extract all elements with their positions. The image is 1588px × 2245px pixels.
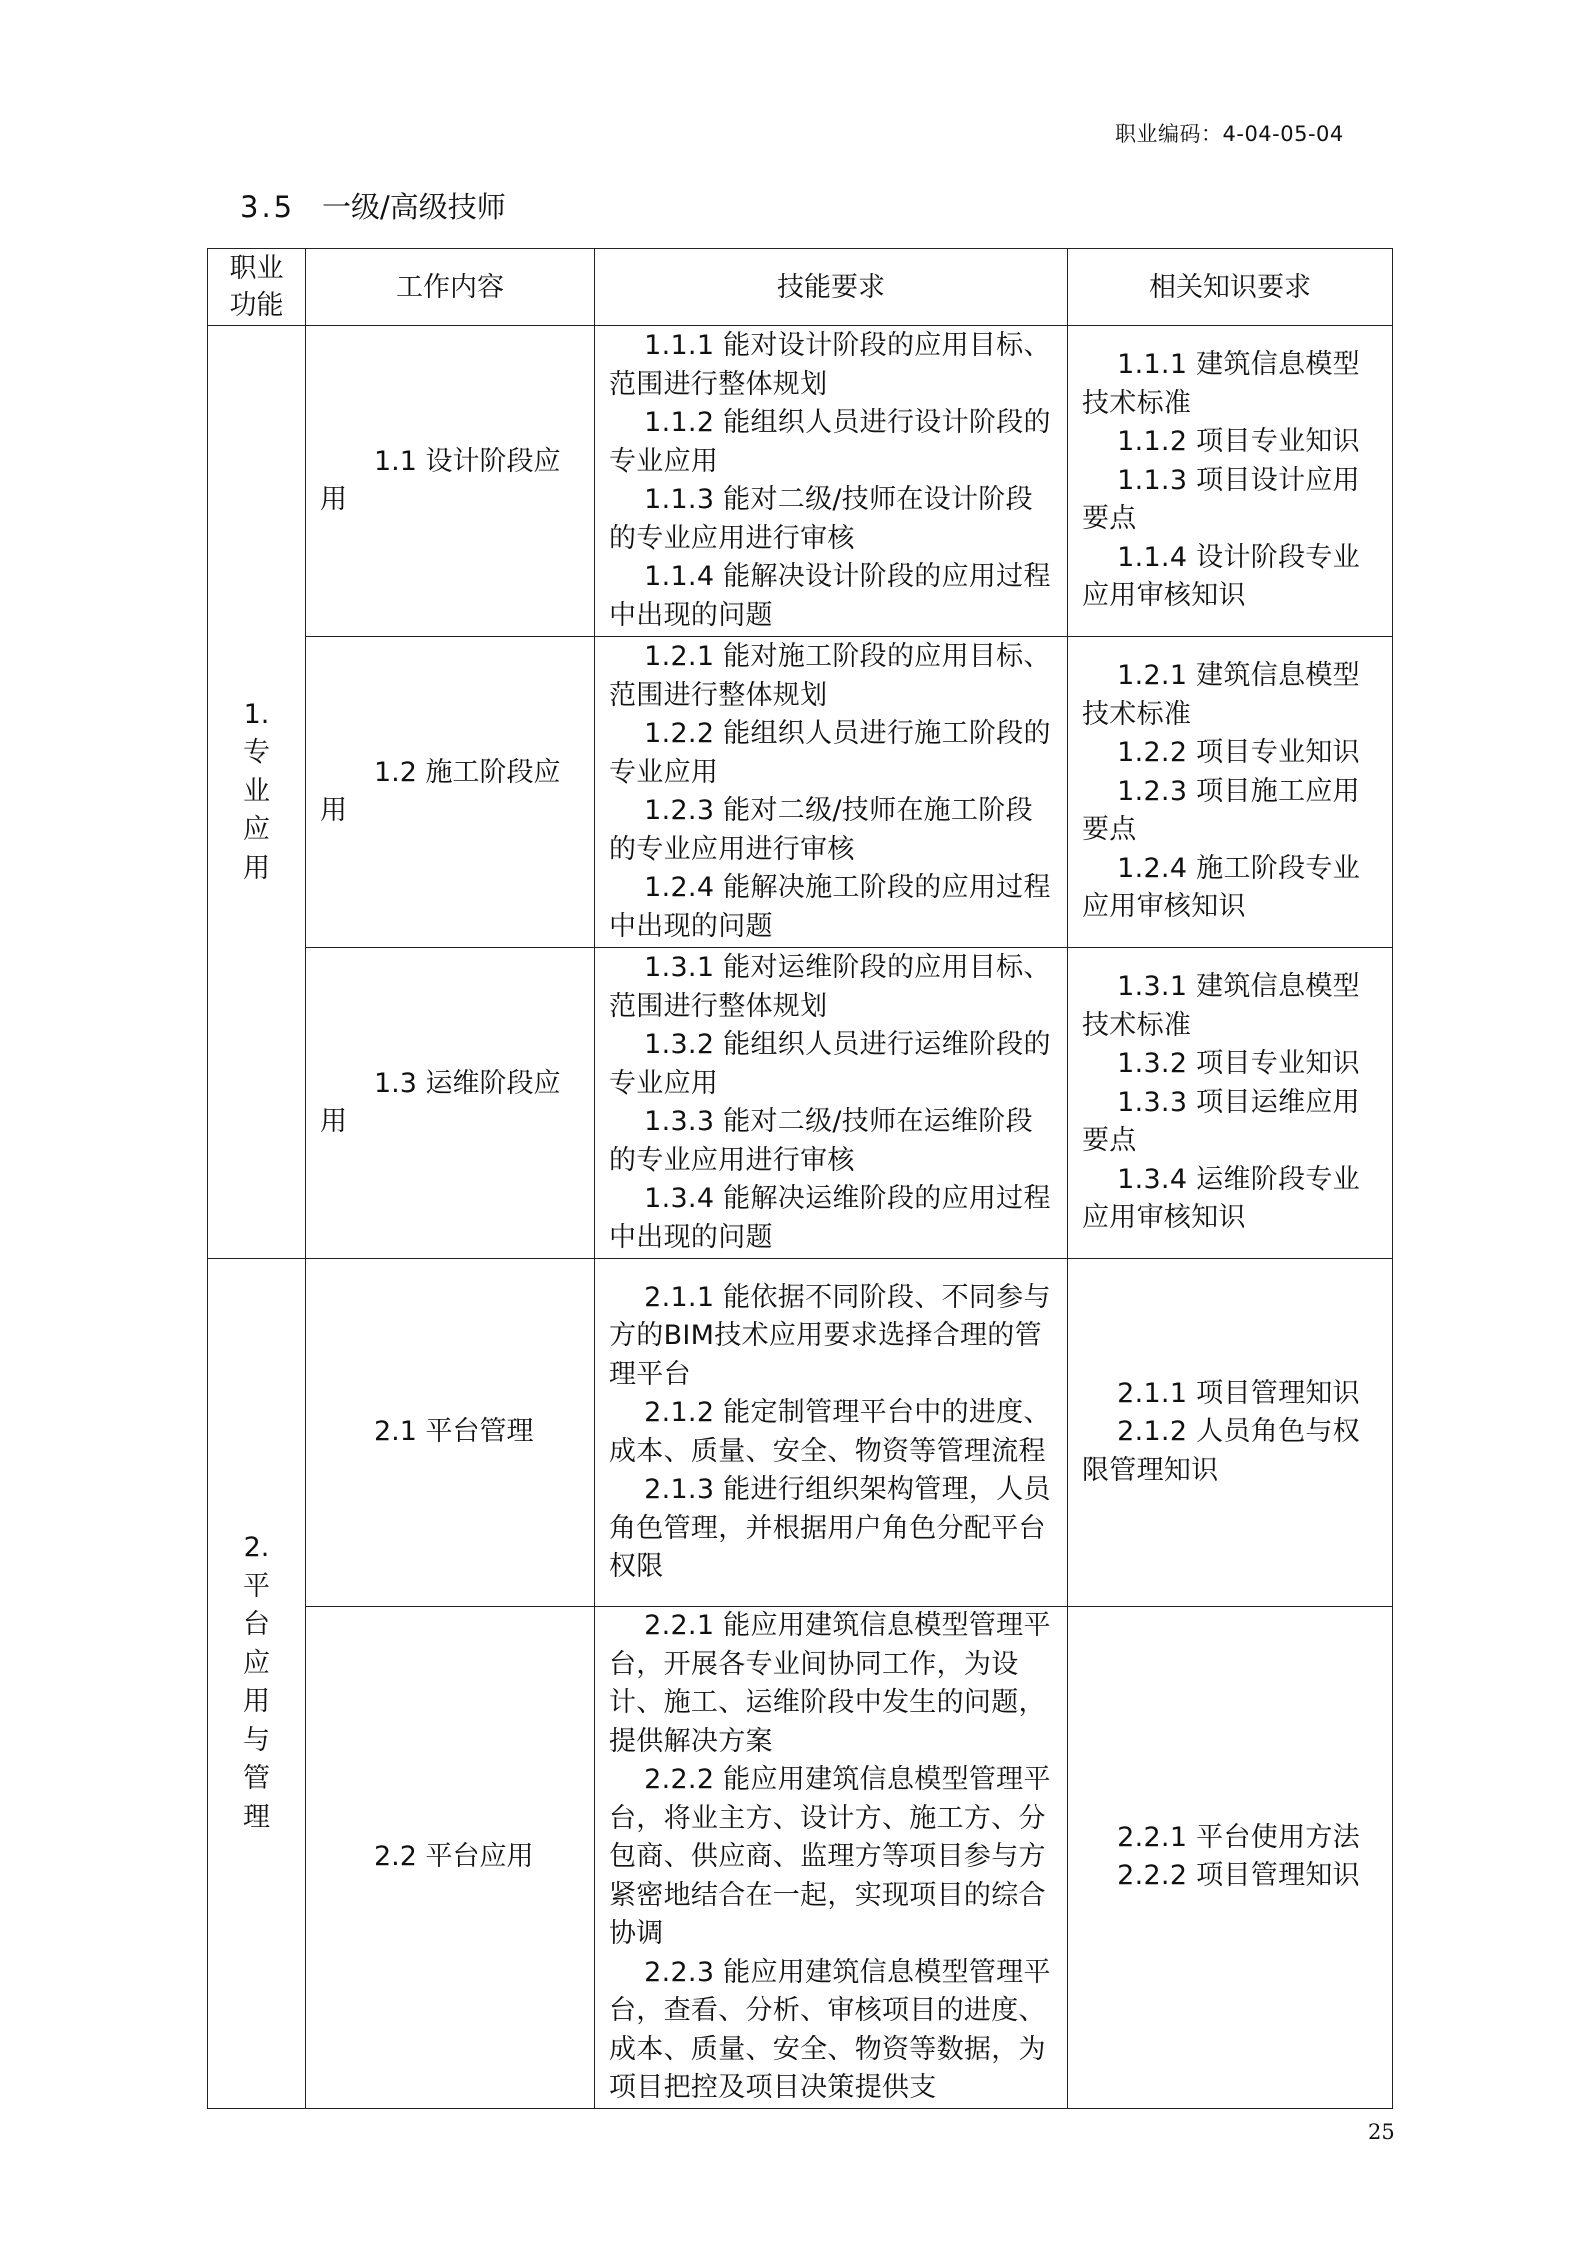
knowledge-item: 2.1.2 人员角色与权限管理知识 [1082, 1416, 1360, 1486]
function-char: 台 [243, 1609, 270, 1641]
work-cell [306, 1607, 595, 2109]
work-text: 2.1 平台管理 [374, 1416, 534, 1448]
occupation-code: 职业编码：4-04-05-04 [1115, 122, 1344, 146]
page-number: 25 [1368, 2120, 1395, 2144]
table-row [208, 1607, 1393, 2109]
function-char: 2. [243, 1532, 270, 1564]
knowledge-cell [1068, 637, 1393, 948]
knowledge-item: 1.1.2 项目专业知识 [1117, 426, 1360, 458]
function-cell-2 [208, 1259, 306, 2109]
table-row [208, 1259, 1393, 1607]
header-function-line1: 职业 [229, 253, 284, 284]
knowledge-item: 1.3.2 项目专业知识 [1117, 1048, 1360, 1080]
work-cell [306, 948, 595, 1259]
skill-item: 1.1.1 能对设计阶段的应用目标、范围进行整体规划 [609, 330, 1051, 400]
skill-item: 1.1.2 能组织人员进行设计阶段的专业应用 [609, 407, 1051, 477]
skills-cell [595, 1607, 1068, 2109]
function-char: 用 [243, 1686, 270, 1718]
knowledge-item: 1.2.4 施工阶段专业应用审核知识 [1082, 852, 1360, 923]
skill-item: 1.2.1 能对施工阶段的应用目标、范围进行整体规划 [609, 641, 1051, 711]
work-text: 2.2 平台应用 [374, 1841, 534, 1872]
function-char: 理 [243, 1801, 270, 1833]
skill-item: 1.3.1 能对运维阶段的应用目标、范围进行整体规划 [609, 952, 1051, 1022]
function-char: 业 [243, 775, 270, 807]
function-cell-1 [208, 326, 306, 1259]
function-char: 用 [243, 852, 270, 884]
section-number: 3.5 [240, 190, 296, 224]
work-cell [306, 326, 595, 637]
skill-item: 2.2.1 能应用建筑信息模型管理平台，开展各专业间协同工作，为设计、施工、运维阶段中发生的问题，提供解决方案 [609, 1610, 1051, 1757]
table-header-row [208, 249, 1393, 326]
table-row [208, 637, 1393, 948]
skill-item: 1.3.3 能对二级/技师在运维阶段的专业应用进行审核 [609, 1106, 1033, 1176]
function-char: 管 [243, 1763, 270, 1795]
skill-item: 1.1.4 能解决设计阶段的应用过程中出现的问题 [609, 561, 1051, 631]
knowledge-cell [1068, 326, 1393, 637]
knowledge-item: 1.1.4 设计阶段专业应用审核知识 [1082, 541, 1360, 612]
knowledge-cell [1068, 1607, 1393, 2109]
knowledge-item: 2.2.2 项目管理知识 [1117, 1860, 1360, 1892]
function-char: 与 [243, 1724, 270, 1756]
work-text: 1.2 施工阶段应用 [320, 756, 561, 826]
skill-item: 1.2.4 能解决施工阶段的应用过程中出现的问题 [609, 872, 1051, 942]
section-title [240, 185, 506, 226]
header-work: 工作内容 [306, 249, 595, 326]
knowledge-item: 1.2.2 项目专业知识 [1117, 737, 1360, 769]
knowledge-item: 1.2.3 项目施工应用要点 [1082, 775, 1360, 846]
function-char: 平 [243, 1570, 270, 1602]
skill-item: 1.2.3 能对二级/技师在施工阶段的专业应用进行审核 [609, 795, 1033, 865]
function-char: 专 [243, 737, 270, 769]
skill-item: 1.3.4 能解决运维阶段的应用过程中出现的问题 [609, 1183, 1051, 1253]
table-row [208, 948, 1393, 1259]
work-text: 1.3 运维阶段应用 [320, 1067, 561, 1137]
header-skills: 技能要求 [595, 249, 1068, 326]
knowledge-item: 1.2.1 建筑信息模型技术标准 [1082, 660, 1360, 730]
skills-cell [595, 948, 1068, 1259]
knowledge-cell [1068, 948, 1393, 1259]
skill-item: 1.2.2 能组织人员进行施工阶段的专业应用 [609, 718, 1051, 788]
skill-item: 2.1.3 能进行组织架构管理，人员角色管理，并根据用户角色分配平台权限 [609, 1474, 1051, 1582]
knowledge-item: 1.1.3 项目设计应用要点 [1082, 464, 1360, 535]
function-char: 应 [243, 1647, 270, 1679]
work-cell [306, 1259, 595, 1607]
header-function-line2: 功能 [229, 290, 284, 321]
skill-item: 1.3.2 能组织人员进行运维阶段的专业应用 [609, 1029, 1051, 1099]
skills-cell [595, 637, 1068, 948]
header-function [208, 249, 306, 326]
skill-item: 1.1.3 能对二级/技师在设计阶段的专业应用进行审核 [609, 484, 1033, 554]
knowledge-cell [1068, 1259, 1393, 1607]
knowledge-item: 2.2.1 平台使用方法 [1117, 1821, 1360, 1853]
knowledge-item: 2.1.1 项目管理知识 [1117, 1377, 1360, 1409]
skill-item: 2.1.2 能定制管理平台中的进度、成本、质量、安全、物资等管理流程 [609, 1397, 1051, 1467]
section-title-text: 一级/高级技师 [322, 190, 506, 224]
function-char: 应 [243, 814, 270, 846]
knowledge-item: 1.3.3 项目运维应用要点 [1082, 1086, 1360, 1157]
knowledge-item: 1.1.1 建筑信息模型技术标准 [1082, 349, 1360, 419]
work-cell [306, 637, 595, 948]
skill-item: 2.1.1 能依据不同阶段、不同参与方的BIM技术应用要求选择合理的管理平台 [609, 1281, 1051, 1390]
table-row [208, 326, 1393, 637]
skills-cell [595, 1259, 1068, 1607]
knowledge-item: 1.3.1 建筑信息模型技术标准 [1082, 971, 1360, 1041]
function-char: 1. [243, 698, 270, 730]
header-knowledge: 相关知识要求 [1068, 249, 1393, 326]
skill-item: 2.2.2 能应用建筑信息模型管理平台，将业主方、设计方、施工方、分包商、供应商、监理方等项目参与方紧密地结合在一起，实现项目的综合协调 [609, 1764, 1051, 1949]
skills-table [207, 248, 1393, 2109]
knowledge-item: 1.3.4 运维阶段专业应用审核知识 [1082, 1163, 1360, 1234]
work-text: 1.1 设计阶段应用 [320, 445, 561, 515]
skills-cell [595, 326, 1068, 637]
skill-item: 2.2.3 能应用建筑信息模型管理平台，查看、分析、审核项目的进度、成本、质量、安全、物资等数据，为项目把控及项目决策提供支 [609, 1956, 1051, 2103]
